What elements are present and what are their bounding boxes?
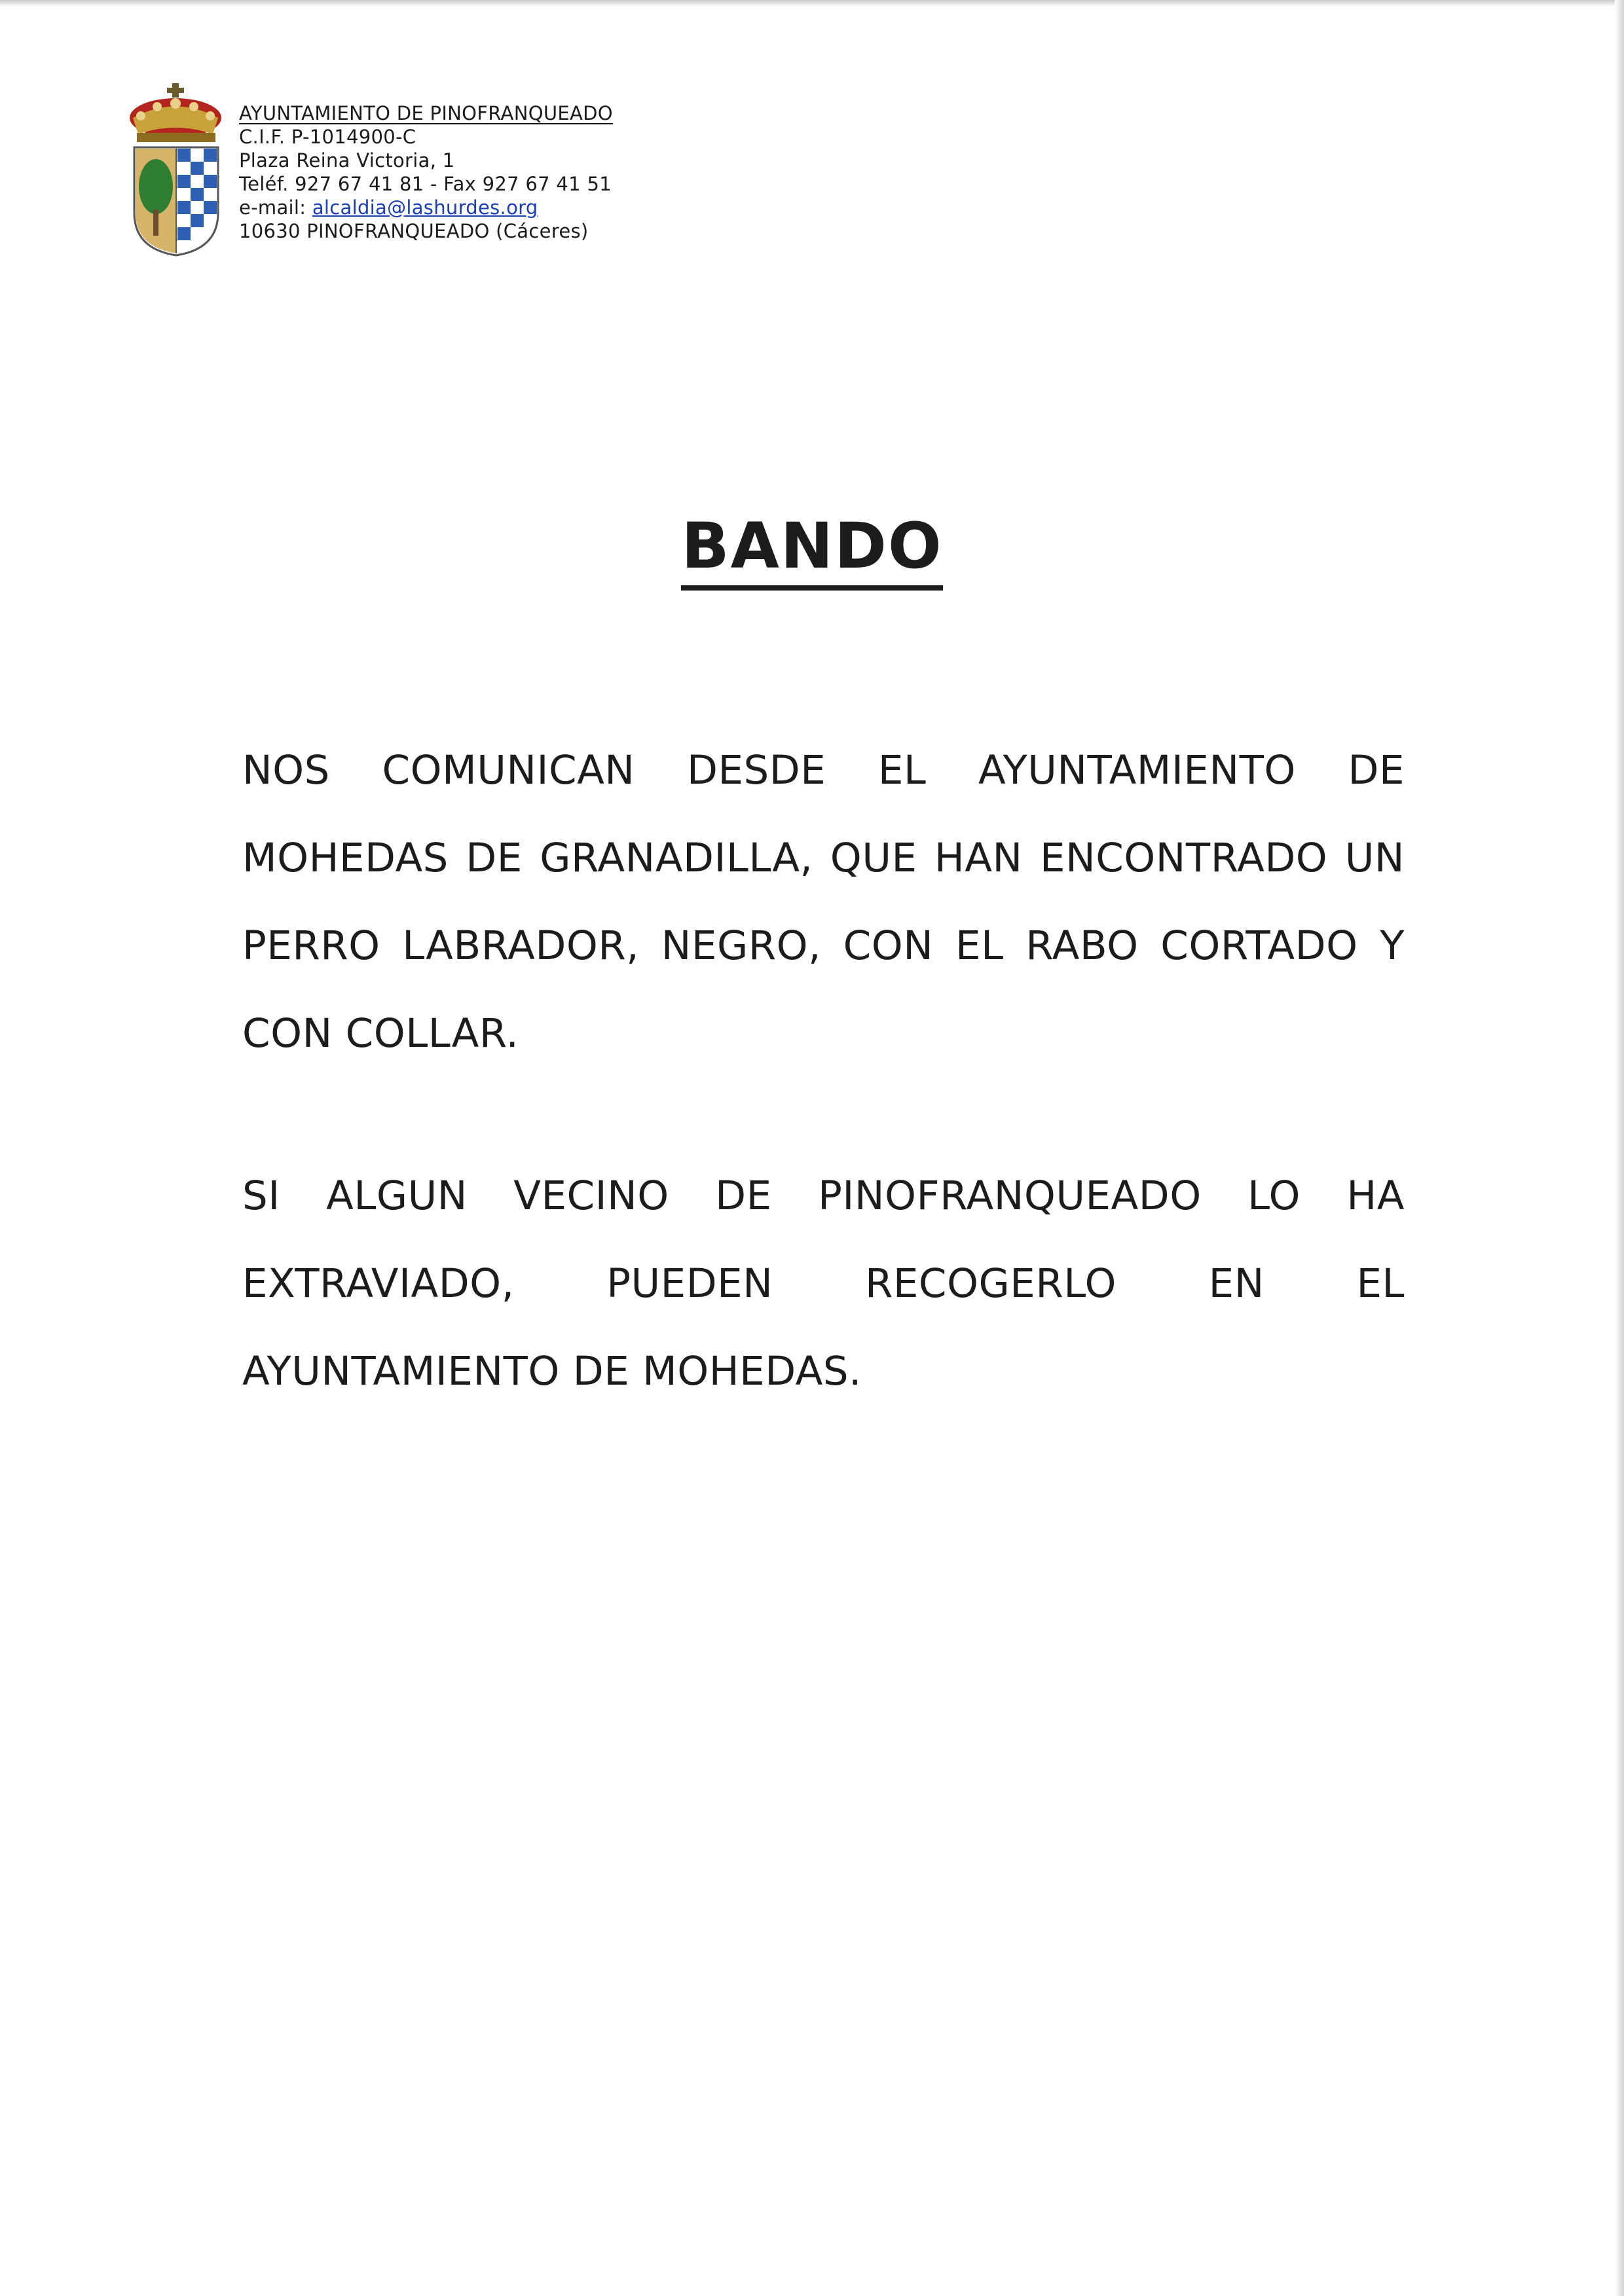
org-postal-city: 10630 PINOFRANQUEADO (Cáceres) — [239, 220, 589, 242]
body-paragraph-2: SI ALGUN VECINO DE PINOFRANQUEADO LO HA EXTRAVIADO, PUEDEN RECOGERLO EN EL AYUNTAMIENTO DE MOHEDAS. — [242, 1173, 1405, 1394]
org-address: Plaza Reina Victoria, 1 — [239, 149, 455, 172]
letterhead — [128, 82, 783, 272]
body-paragraph-1: NOS COMUNICAN DESDE EL AYUNTAMIENTO DE MOHEDAS DE GRANADILLA, QUE HAN ENCONTRADO UN PERRO LABRADOR, NEGRO, CON EL RABO CORTADO Y CON COLLAR. — [242, 747, 1405, 1057]
document-title-text: BANDO — [681, 509, 942, 591]
org-name: AYUNTAMIENTO DE PINOFRANQUEADO — [239, 102, 613, 124]
org-cif: C.I.F. P-1014900-C — [239, 126, 416, 148]
coat-of-arms-icon — [128, 82, 226, 259]
email-link[interactable]: alcaldia@lashurdes.org — [312, 196, 538, 219]
letterhead-text — [239, 101, 802, 243]
email-label: e-mail: — [239, 196, 312, 219]
org-email-line — [239, 196, 802, 219]
org-phone-fax: Teléf. 927 67 41 81 - Fax 927 67 41 51 — [239, 173, 612, 195]
scan-edge-top — [0, 0, 1624, 7]
scan-edge-right — [1615, 0, 1624, 2296]
document-title — [0, 509, 1624, 583]
